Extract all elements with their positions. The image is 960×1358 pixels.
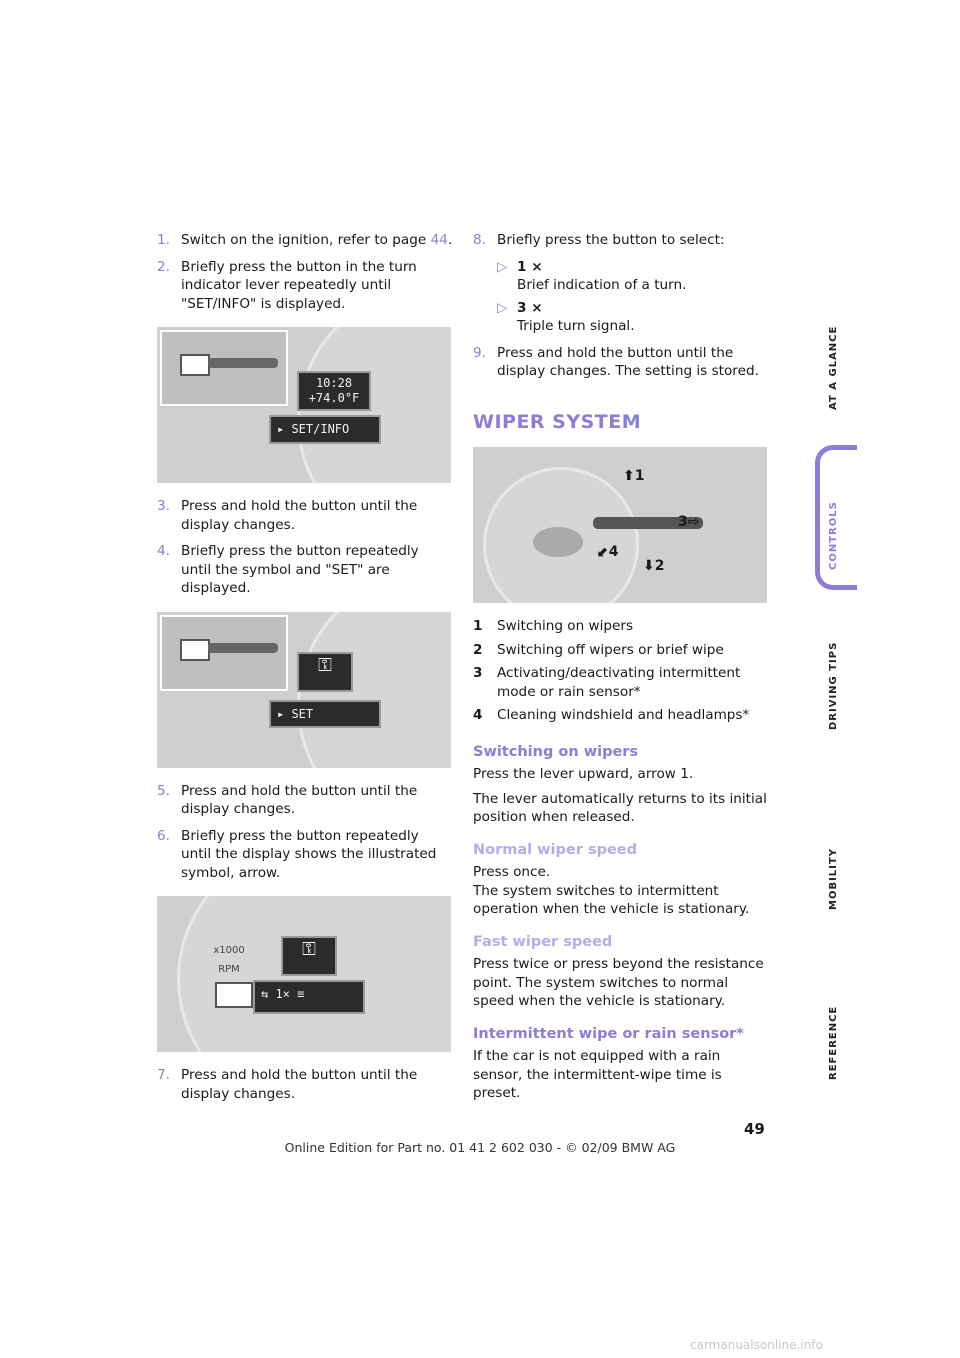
- page-number: 49: [744, 1120, 765, 1138]
- photo-wiper-lever: [473, 447, 767, 603]
- info-display: ▸ SET/INFO: [269, 415, 381, 444]
- sidebar-reference[interactable]: REFERENCE: [828, 1005, 839, 1080]
- step-6: 6. Briefly press the button repeatedly until the display shows the illustrated symbol, arrow.: [157, 827, 437, 881]
- right-column: 8. Briefly press the button to select: ▷ 1 × Brief indication of a turn. ▷ 3 × Triple turn signal. 9. Press and hold the button until the display changes. The setting is stored. WIPER SYSTEM ⬆1 3⇨ ⬇2 ⬋4 1 Switching on wipers 2 Switching off wipers or brief wipe 3 Activating/deactivating intermittent mode or rain sensor* 4 Cleaning windshield and headlamps* Switching on wipers Press the lever upward, arrow 1. The lever automatically returns to its initial position when released. Normal wiper speed Press once. The system switches to intermittent operation when the vehicle is stationary. Fast wiper speed Press twice or press beyond the resistance point. The system switches to normal speed when the vehicle is stationary. Intermittent wipe or rain sensor* If the car is not equipped with a rain sensor, the intermittent-wipe time is preset.: [473, 231, 769, 1103]
- sidebar-at-a-glance[interactable]: AT A GLANCE: [828, 325, 839, 410]
- photo-set-display: [157, 612, 451, 768]
- option-item: ▷ 3 × Triple turn signal.: [497, 299, 635, 334]
- legend-item: 3 Activating/deactivating intermittent mode or rain sensor*: [473, 665, 741, 700]
- turn-lever-inset: [160, 330, 288, 406]
- sidebar-controls[interactable]: CONTROLS: [828, 501, 839, 570]
- option-list: [473, 258, 769, 336]
- watermark: carmanualsonline.info: [690, 1338, 823, 1352]
- lever-icon: [208, 643, 278, 653]
- subheading-fast-speed: Fast wiper speed: [473, 933, 613, 950]
- arrow-icon: [215, 982, 253, 1008]
- arrow-3-icon: 3⇨: [678, 514, 700, 530]
- step-9: 9. Press and hold the button until the display changes. The setting is stored.: [473, 344, 759, 379]
- legend-item: 4 Cleaning windshield and headlamps*: [473, 707, 750, 723]
- footer-text: Online Edition for Part no. 01 41 2 602 030 - © 02/09 BMW AG: [284, 1140, 676, 1155]
- subheading-switching-on: Switching on wipers: [473, 743, 639, 760]
- subheading-intermittent: Intermittent wipe or rain sensor*: [473, 1025, 744, 1042]
- legend-item: 1 Switching on wipers: [473, 618, 634, 634]
- triangle-bullet-icon: ▷: [497, 258, 508, 275]
- step-5: 5. Press and hold the button until the display changes.: [157, 782, 418, 817]
- logo-icon: [533, 527, 583, 557]
- step-7: 7. Press and hold the button until the display changes.: [157, 1067, 418, 1102]
- step-text: Switch on the ignition, refer to page: [181, 232, 431, 248]
- sidebar-driving-tips[interactable]: DRIVING TIPS: [828, 641, 839, 730]
- photo-set-info-display: [157, 327, 451, 483]
- arrow-1-icon: ⬆1: [623, 468, 645, 484]
- page-link[interactable]: 44: [430, 232, 448, 248]
- step-3: 3. Press and hold the button until the display changes.: [157, 498, 418, 533]
- sidebar-mobility[interactable]: MOBILITY: [828, 848, 839, 910]
- arrow-icon: [180, 354, 210, 376]
- info-display: ▸ SET: [269, 700, 381, 729]
- turn-signal-display: ⇆ 1× ≡: [253, 980, 365, 1014]
- lever-icon: [208, 358, 278, 368]
- triangle-bullet-icon: ▷: [497, 299, 508, 316]
- clock-display: 10:28 +74.0°F: [297, 371, 371, 411]
- photo-turn-symbol-display: [157, 896, 451, 1052]
- step-number: 1.: [157, 232, 170, 248]
- step-4: 4. Briefly press the button repeatedly until the symbol and "SET" are displayed.: [157, 543, 419, 596]
- subheading-normal-speed: Normal wiper speed: [473, 841, 637, 858]
- rpm-label: x1000 RPM: [213, 945, 245, 975]
- step-8: 8. Briefly press the button to select:: [473, 232, 725, 248]
- step-1: 1. Switch on the ignition, refer to page 44.: [157, 232, 453, 248]
- arrow-2-icon: ⬇2: [643, 558, 665, 574]
- legend-list: [473, 617, 769, 725]
- arrow-4-icon: ⬋4: [597, 544, 619, 560]
- left-column: [157, 231, 453, 1111]
- option-item: ▷ 1 × Brief indication of a turn.: [497, 258, 687, 293]
- section-title: WIPER SYSTEM: [473, 410, 642, 433]
- step-text: Briefly press the button in the turn indicator lever repeatedly until "SET/INFO" is displayed.: [181, 258, 417, 312]
- key-symbol-icon: ⚿: [281, 936, 337, 976]
- key-symbol-icon: ⚿: [297, 652, 353, 692]
- step-2: [157, 258, 453, 314]
- arrow-icon: [180, 639, 210, 661]
- step-number: 2.: [157, 258, 170, 275]
- turn-lever-inset: [160, 615, 288, 691]
- legend-item: 2 Switching off wipers or brief wipe: [473, 641, 724, 658]
